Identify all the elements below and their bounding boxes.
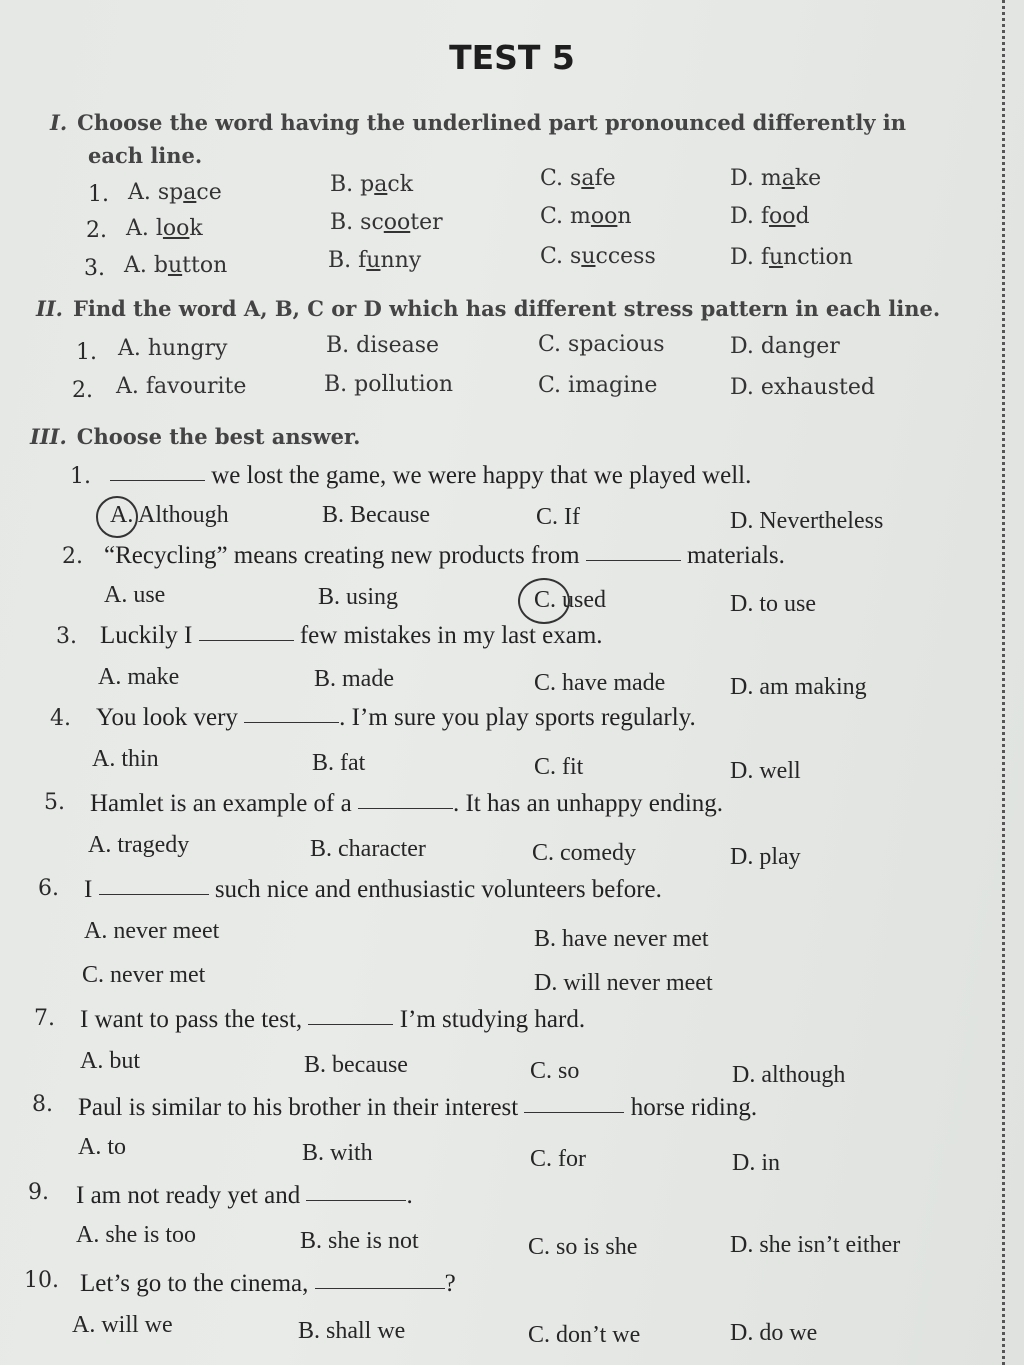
q3-option-d: D. am making xyxy=(730,674,867,700)
q8-stem: Paul is similar to his brother in their interest horse riding. xyxy=(78,1094,758,1121)
q6-option-a: A. never meet xyxy=(84,918,220,944)
q4-blank xyxy=(244,721,339,723)
s1-item-3-option-a: A. button xyxy=(124,253,228,278)
s1-item-2-option-b: B. scooter xyxy=(330,210,443,235)
q7-option-b: B. because xyxy=(304,1052,408,1078)
q7-option-c: C. so xyxy=(530,1058,580,1084)
q4-stem: You look very . I’m sure you play sports regularly. xyxy=(96,704,696,731)
dotted-margin-line xyxy=(1002,0,1005,1365)
s1-item-1-option-a: A. space xyxy=(128,180,222,205)
q1-option-a: A. Although xyxy=(110,502,229,528)
s1-item-2-option-d: D. food xyxy=(730,204,810,229)
q5-stem: Hamlet is an example of a . It has an unhappy ending. xyxy=(90,790,724,817)
s1-item-2-number: 2. xyxy=(86,218,107,243)
q2-blank xyxy=(586,559,681,561)
s1-item-3-option-d: D. function xyxy=(730,245,853,270)
section-1-instruction: I. Choose the word having the underlined part pronounced differently in each line. xyxy=(50,110,907,168)
q9-option-b: B. she is not xyxy=(300,1228,419,1254)
q6-number: 6. xyxy=(38,876,59,901)
q2-number: 2. xyxy=(62,544,83,569)
s1-item-3-option-b: B. funny xyxy=(328,248,422,273)
q3-option-a: A. make xyxy=(98,664,180,690)
s2-item-2-option-a: A. favourite xyxy=(116,374,247,399)
q3-option-b: B. made xyxy=(314,666,394,692)
q4-option-d: D. well xyxy=(730,758,801,784)
q10-option-d: D. do we xyxy=(730,1320,818,1346)
q6-blank xyxy=(99,893,209,895)
q3-blank xyxy=(199,639,294,641)
q7-blank xyxy=(308,1023,393,1025)
q3-number: 3. xyxy=(56,624,77,649)
q10-stem: Let’s go to the cinema, ? xyxy=(80,1270,456,1297)
q8-option-d: D. in xyxy=(732,1150,780,1176)
q9-option-d: D. she isn’t either xyxy=(730,1232,901,1258)
q4-option-a: A. thin xyxy=(92,746,159,772)
q2-stem: “Recycling” means creating new products from materials. xyxy=(104,542,785,569)
q2-option-a: A. use xyxy=(104,582,166,608)
section-2-instruction: II. Find the word A, B, C or D which has different stress pattern in each line. xyxy=(36,296,941,321)
q6-option-c: C. never met xyxy=(82,962,206,988)
q8-blank xyxy=(524,1111,624,1113)
q2-option-b: B. using xyxy=(318,584,399,610)
s2-item-1-option-c: C. spacious xyxy=(538,332,665,357)
q1-option-c: C. If xyxy=(536,504,580,530)
q4-number: 4. xyxy=(50,706,71,731)
q1-blank xyxy=(110,479,205,481)
s2-item-2-option-d: D. exhausted xyxy=(730,375,875,400)
s1-item-1-number: 1. xyxy=(88,182,109,207)
q7-option-a: A. but xyxy=(80,1048,140,1074)
s2-item-1-number: 1. xyxy=(76,340,97,365)
q1-number: 1. xyxy=(70,464,91,489)
q6-option-b: B. have never met xyxy=(534,926,709,952)
s2-item-2-number: 2. xyxy=(72,378,93,403)
s2-item-1-option-d: D. danger xyxy=(730,334,840,359)
q10-blank xyxy=(315,1287,445,1289)
q1-stem: we lost the game, we were happy that we played well. xyxy=(110,462,751,490)
s1-item-1-option-d: D. make xyxy=(730,166,822,191)
q7-stem: I want to pass the test, I’m studying hard. xyxy=(80,1006,586,1033)
q10-number: 10. xyxy=(24,1268,59,1293)
q4-option-b: B. fat xyxy=(312,750,366,776)
s1-item-1-option-b: B. pack xyxy=(330,172,414,197)
q5-option-d: D. play xyxy=(730,844,801,870)
q8-option-c: C. for xyxy=(530,1146,586,1172)
q9-option-a: A. she is too xyxy=(76,1222,196,1248)
s2-item-2-option-c: C. imagine xyxy=(538,373,658,398)
q5-option-c: C. comedy xyxy=(532,840,636,866)
s1-item-3-option-c: C. success xyxy=(540,244,656,269)
q8-option-b: B. with xyxy=(302,1140,373,1166)
s2-item-1-option-b: B. disease xyxy=(326,333,440,358)
q5-option-b: B. character xyxy=(310,836,426,862)
q3-option-c: C. have made xyxy=(534,670,666,696)
section-3-instruction: III. Choose the best answer. xyxy=(30,424,361,449)
q7-option-d: D. although xyxy=(732,1062,846,1088)
q10-option-b: B. shall we xyxy=(298,1318,406,1344)
s1-item-1-option-c: C. safe xyxy=(540,166,616,191)
q9-blank xyxy=(306,1199,406,1201)
q5-option-a: A. tragedy xyxy=(88,832,190,858)
q4-option-c: C. fit xyxy=(534,754,584,780)
q10-option-c: C. don’t we xyxy=(528,1322,641,1348)
s2-item-2-option-b: B. pollution xyxy=(324,372,454,397)
q8-option-a: A. to xyxy=(78,1134,126,1160)
s1-item-2-option-a: A. look xyxy=(126,216,203,241)
s1-item-2-option-c: C. moon xyxy=(540,204,632,229)
q5-blank xyxy=(358,807,453,809)
q2-option-c: C. used xyxy=(534,587,606,613)
s2-item-1-option-a: A. hungry xyxy=(118,336,228,361)
q8-number: 8. xyxy=(32,1092,53,1117)
q9-option-c: C. so is she xyxy=(528,1234,638,1260)
s1-item-3-number: 3. xyxy=(84,256,105,281)
q6-option-d: D. will never meet xyxy=(534,970,713,996)
q7-number: 7. xyxy=(34,1006,55,1031)
q9-stem: I am not ready yet and . xyxy=(76,1182,413,1209)
q9-number: 9. xyxy=(28,1180,49,1205)
q1-option-d: D. Nevertheless xyxy=(730,508,884,534)
q3-stem: Luckily I few mistakes in my last exam. xyxy=(100,622,603,649)
q5-number: 5. xyxy=(44,790,65,815)
page-title: TEST 5 xyxy=(449,38,575,77)
q6-stem: I such nice and enthusiastic volunteers before. xyxy=(84,876,662,903)
q2-option-d: D. to use xyxy=(730,591,816,617)
q10-option-a: A. will we xyxy=(72,1312,173,1338)
q1-option-b: B. Because xyxy=(322,502,430,528)
